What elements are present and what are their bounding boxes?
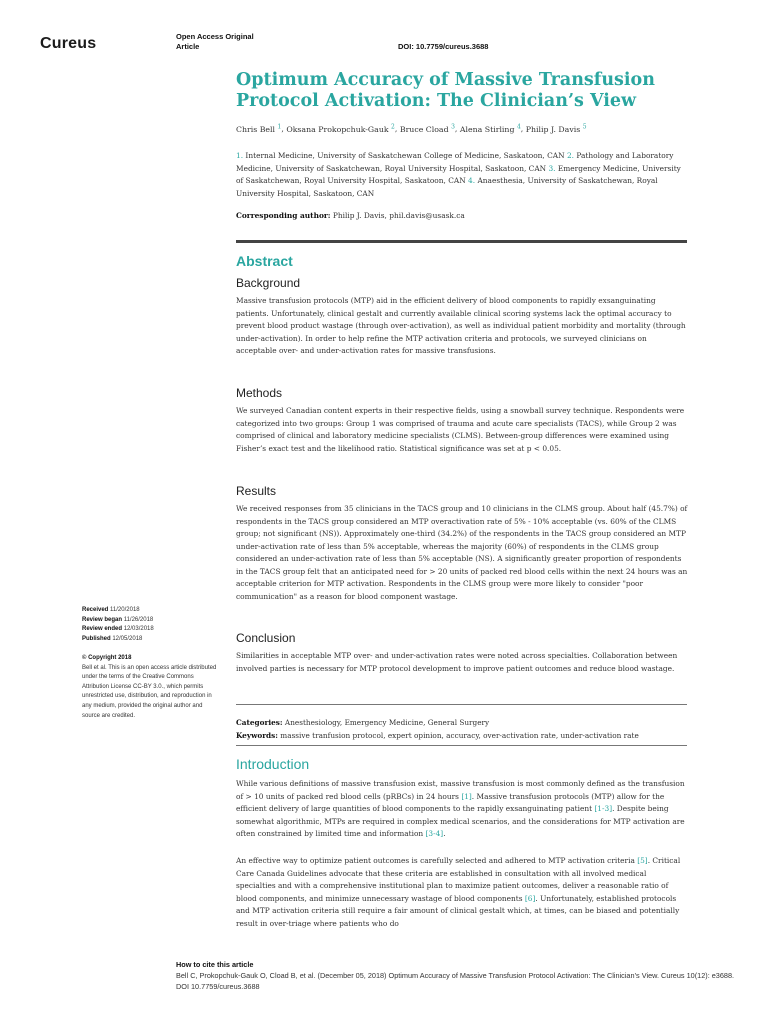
abstract-divider — [236, 240, 687, 243]
corresponding-author-value[interactable]: Philip J. Davis, phil.davis@usask.ca — [332, 211, 465, 220]
introduction-paragraph-2: An effective way to optimize patient outcomes is carefully selected and adhered to MTP activation criteria [5]. Critical Care Canada Guidelines advocate that these criteria are established in consultation with all involved medical specialties and with a comprehensive institutional plan to maximize patient outcomes, deliver a reasonable ratio of blood components, and minimize unnecessary wastage of blood components [6]. Unfortunately, established protocols and MTP activation criteria still require a fair amount of clinical gestalt which, at times, can be biased and potentially result in over-triage where patients who do — [236, 856, 681, 928]
affiliation-number: 2. — [566, 151, 574, 160]
journal-logo: Cureus — [40, 35, 97, 52]
categories-value: Anesthesiology, Emergency Medicine, General Surgery — [284, 718, 490, 727]
affiliation-text: Internal Medicine, University of Saskatchewan College of Medicine, Saskatoon, CAN — [245, 151, 565, 160]
keywords-divider-bottom — [236, 745, 687, 746]
article-type-line2: Article — [176, 42, 200, 51]
conclusion-text: Similarities in acceptable MTP over- and under-activation rates were noted across specialties. Collaboration between involved parties is necessary for MTP protocol development to improve patient outcomes and reduce blood wastage. — [236, 651, 678, 673]
how-to-cite-heading: How to cite this article — [176, 960, 254, 969]
keywords-value: massive tranfusion protocol, expert opinion, accuracy, over-activation rate, under-activation rate — [280, 731, 639, 740]
author[interactable]: Alena Stirling $^4$ — [459, 123, 521, 134]
review-ended-date: Review ended 12/03/2018 — [82, 626, 154, 633]
affiliation-text: Anaesthesia, University of Saskatchewan, Royal University Hospital, Saskatoon, CAN — [236, 176, 658, 198]
review-began-date: Review began 11/26/2018 — [82, 616, 154, 623]
license-text: Bell et al. This is an open access article distributed under the terms of the Creative Commons Attribution License CC-BY 3.0., which permits unrestricted use, distribution, and reproduction in any medium, provided the original author and source are credited. — [82, 664, 217, 719]
received-date: Received 11/20/2018 — [82, 607, 140, 613]
affiliations — [236, 150, 686, 200]
publication-dates — [82, 606, 154, 644]
copyright-block — [82, 654, 222, 721]
doi: DOI: 10.7759/cureus.3688 — [398, 42, 489, 51]
published-date: Published 12/05/2018 — [82, 635, 143, 642]
methods-text: We surveyed Canadian content experts in their respective fields, using a snowball survey technique. Respondents were categorized into two groups: Group 1 was comprised of trauma and acute care specialists (TACS), while Group 2 was comprised of clinical and laboratory medicine specialists (CLMS). Between-group differences were examined using Fisher’s exact test and the likelihood ratio. Statistical significance was set at p < 0.05. — [236, 406, 685, 453]
corresponding-author-label: Corresponding author: — [236, 211, 331, 220]
introduction-heading: Introduction — [236, 756, 310, 772]
background-text: Massive transfusion protocols (MTP) aid in the efficient delivery of blood components to rapidly exsanguinating patients. Unfortunately, clinical gestalt and currently available clinical scoring systems lack the optimal accuracy to prevent blood product wastage (through over-activation), as well as individual patient morbidity and mortality (through under-activation). In order to help refine the MTP activation criteria and protocols, we surveyed clinicians on acceptable over- and under-activation rates for massive transfusions. — [236, 296, 686, 355]
conclusion-heading: Conclusion — [236, 631, 296, 645]
background-heading: Background — [236, 276, 301, 290]
article-type — [176, 32, 254, 52]
author[interactable]: Oksana Prokopchuk-Gauk $^2$ — [286, 123, 395, 134]
author[interactable]: Bruce Cload $^3$ — [399, 123, 455, 134]
categories — [236, 718, 489, 727]
citation-link[interactable]: [5] — [637, 856, 648, 865]
keywords-label: Keywords: — [236, 731, 278, 740]
results-heading: Results — [236, 484, 277, 498]
affiliation-text: Pathology and Laboratory Medicine, University of Saskatchewan, Royal University Hospital, Saskatoon, CAN — [236, 151, 674, 173]
how-to-cite-text: Bell C, Prokopchuk-Gauk O, Cload B, et al. (December 05, 2018) Optimum Accuracy of Massive Transfusion Protocol Activation: The Clinician’s View. Cureus 10(12): e3688. DOI 10.7759/cureus.3688 — [176, 971, 735, 991]
categories-label: Categories: — [236, 718, 283, 727]
citation-link[interactable]: [1-3] — [594, 804, 613, 813]
keywords-divider-top — [236, 704, 687, 705]
article-type-line1: Open Access Original — [176, 32, 254, 41]
affiliation-number: 4. — [468, 176, 476, 186]
results-text: We received responses from 35 clinicians in the TACS group and 10 clinicians in the CLMS group. About half (45.7%) of respondents in the TACS group considered an MTP overactivation rate of 5% - 10% acceptable (vs. 60% of the CLMS group; not significant (NS)). Approximately one-third (34.2%) of the respondents in the TACS group considered an MTP under-activation rate of less than 5% acceptable, whereas the majority (60%) of respondents in the CLMS group considered an under-activation rate of less than 5% acceptable (NS). A significantly greater proportion of respondents in the TACS group felt that an anticipated need for > 20 units of packed red blood cells within the next 24 hours was an acceptable criterion for MTP activation. Respondents in the CLMS group were more likely to consider "poor communication" as a reason for blood component wastage. — [236, 504, 688, 601]
citation-link[interactable]: [1] — [461, 791, 472, 801]
introduction-paragraph-1: While various definitions of massive transfusion exist, massive transfusion is most commonly defined as the transfusion of > 10 units of packed red blood cells (pRBCs) in 24 hours [1]. Massive transfusion protocols (MTP) allow for the efficient delivery of large quantities of blood components to the rapidly exsanguinating patient [1-3]. Despite being somewhat algorithmic, MTPs are required in complex medical scenarios, and the considerations for MTP activation are often constrained by limited time and information [3-4]. — [236, 779, 685, 838]
corresponding-author — [236, 211, 465, 220]
abstract-heading: Abstract — [236, 253, 293, 269]
citation-link[interactable]: [6] — [524, 893, 536, 903]
affiliation-text: Emergency Medicine, University of Saskatchewan, Royal University Hospital, Saskatoon, CAN — [236, 163, 681, 186]
paper-title: Optimum Accuracy of Massive Transfusion Protocol Activation: The Clinician’s View — [236, 70, 655, 111]
author[interactable]: Philip J. Davis $^5$ — [525, 123, 587, 134]
author-list: Chris Bell $^1$, Oksana Prokopchuk-Gauk $^2$, Bruce Cload $^3$, Alena Stirling $^4$, Philip J. Davis $^5$ — [236, 123, 587, 134]
citation-link[interactable]: [3-4] — [425, 829, 444, 838]
affiliation-number: 1. — [236, 151, 244, 160]
methods-heading: Methods — [236, 386, 283, 400]
copyright: © Copyright 2018 — [82, 655, 132, 661]
author[interactable]: Chris Bell $^1$ — [236, 123, 282, 134]
keywords — [236, 731, 639, 740]
affiliation-number: 3. — [548, 163, 556, 173]
